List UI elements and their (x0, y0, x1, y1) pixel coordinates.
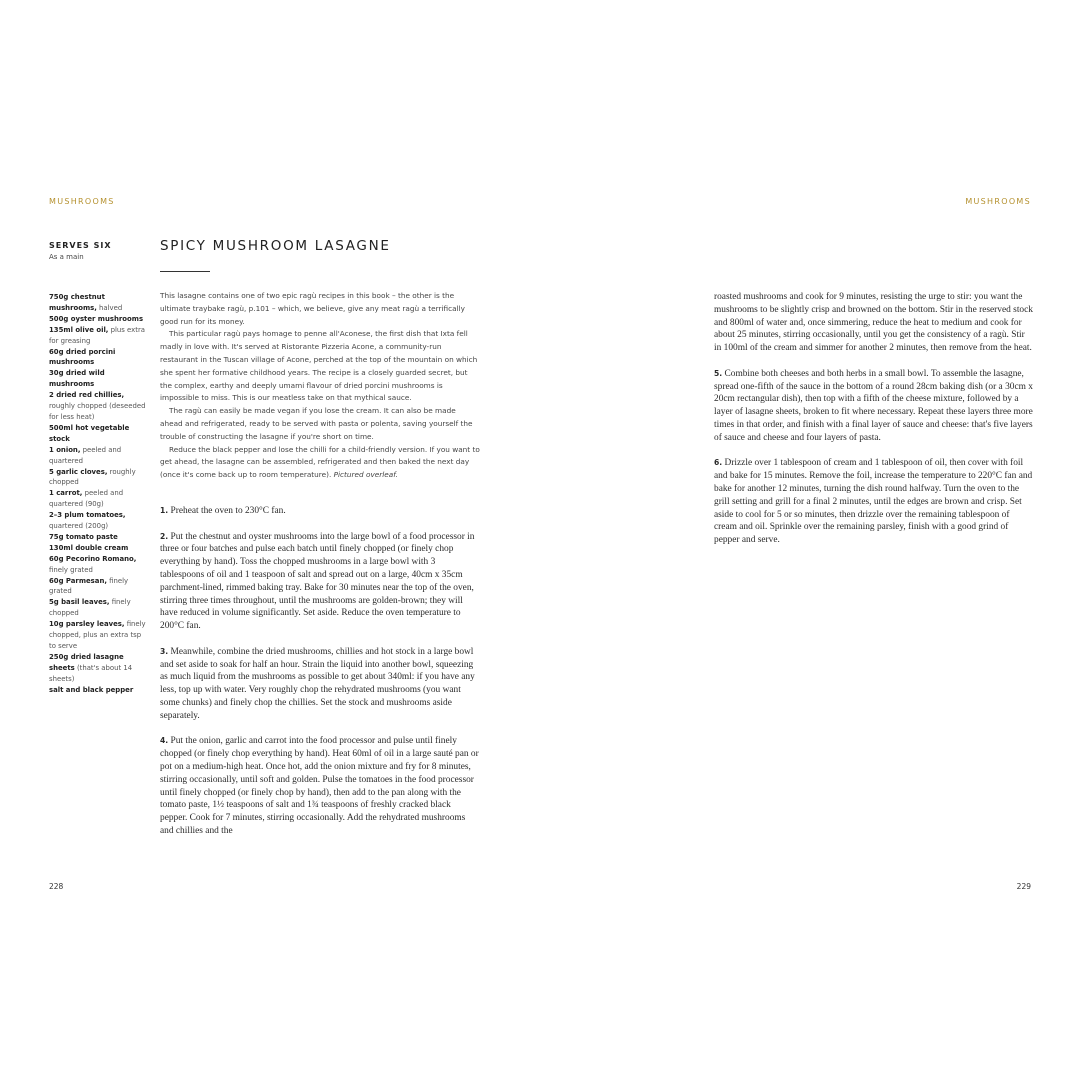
ingredient-name: 135ml olive oil, (49, 325, 109, 334)
intro-paragraph: This particular ragù pays homage to penne all'Aconese, the first dish that Ixta fell madly in love with. It's served at Ristorante Pizzeria Acone, a community-run restaurant in the Tuscan village of Acone, perched at the top of the mountain on which she spent her formative childhood years. The recipe is a closely guarded secret, but the complex, earthy and deeply umami flavour of dried porcini mushrooms is impossible to miss. This is our meatless take on that mythical sauce. (160, 329, 478, 403)
ingredient-item (49, 488, 149, 510)
ingredient-name: 1 onion, (49, 445, 81, 454)
ingredient-detail: (that's about 14 sheets) (49, 663, 133, 683)
ingredients-list (49, 292, 149, 696)
page-number-right: 229 (1016, 882, 1031, 891)
step-number: 1. (160, 506, 169, 515)
recipe-title: SPICY MUSHROOM LASAGNE (160, 238, 391, 254)
ingredient-detail: finely grated (49, 565, 93, 574)
step-number: 6. (714, 458, 723, 468)
ingredient-item (49, 314, 149, 325)
ingredient-name: 60g Parmesan, (49, 576, 107, 585)
ingredient-item (49, 685, 149, 696)
ingredient-item (49, 423, 149, 445)
method-step (160, 646, 480, 723)
intro-text: Reduce the black pepper and lose the chilli for a child-friendly version. If you want to get ahead, the lasagne can be assembled, refrigerated and then baked the next day (once it's come back up to room temperature). (160, 444, 480, 480)
ingredient-detail: peeled and quartered (49, 445, 122, 465)
ingredient-name: 500g oyster mushrooms (49, 314, 144, 323)
ingredient-item (49, 325, 149, 347)
serves-heading: SERVES SIX (49, 241, 112, 250)
ingredient-item (49, 652, 149, 685)
ingredient-item (49, 467, 149, 489)
method-step (714, 368, 1034, 445)
ingredient-name: 2–3 plum tomatoes, (49, 511, 126, 520)
page-number-left: 228 (49, 882, 64, 891)
recipe-intro (160, 290, 480, 482)
step-text: Meanwhile, combine the dried mushrooms, chillies and hot stock in a large bowl and set aside to soak for half an hour. Strain the liquid into another bowl, squeezing as much liquid from the mushrooms as possible to get about 340ml: if you have any less, top up with water. Very roughly chop the rehydrated mushrooms (you want some chunks) and finely chop the chillies. Set the stock and mushrooms aside separately. (160, 646, 475, 721)
section-label-right: MUSHROOMS (965, 197, 1031, 206)
section-label-left: MUSHROOMS (49, 197, 115, 206)
step-number: 5. (714, 368, 723, 378)
ingredient-item (49, 292, 149, 314)
ingredient-name: 60g dried porcini mushrooms (49, 347, 116, 367)
method-step (714, 457, 1034, 547)
method-steps-right (714, 291, 1034, 560)
ingredient-item (49, 619, 149, 652)
intro-paragraph (160, 444, 480, 482)
ingredient-detail: peeled and quartered (90g) (49, 489, 124, 509)
ingredient-name: 500ml hot vegetable stock (49, 423, 130, 443)
step-number: 2. (160, 531, 169, 541)
pictured-note: Pictured overleaf. (333, 470, 398, 480)
method-step (160, 505, 480, 518)
ingredient-item (49, 390, 149, 423)
intro-paragraph: The ragù can easily be made vegan if you lose the cream. It can also be made ahead and refrigerated, ready to be served with pasta or polenta, saving yourself the trouble of constructing the lasagne if you're short on time. (160, 406, 473, 441)
ingredient-item (49, 347, 149, 369)
ingredient-item (49, 368, 149, 390)
method-continuation: roasted mushrooms and cook for 9 minutes, resisting the urge to stir: you want the mushrooms to be slightly crisp and browned on the bottom. Stir in the reserved stock and 800ml of water and, once simmering, reduce the heat to medium and cook for about 25 minutes, stirring occasionally, until you get the consistency of a ragù. Stir in 100ml of the cream and simmer for another 2 minutes, then remove from the heat. (714, 292, 1033, 354)
ingredient-name: 1 carrot, (49, 489, 83, 498)
ingredient-name: 750g chestnut mushrooms, (49, 293, 105, 312)
ingredient-detail: roughly chopped (49, 467, 136, 487)
step-number: 4. (160, 736, 169, 746)
serves-block (49, 241, 149, 261)
ingredient-detail: roughly chopped (deseeded for less heat) (49, 402, 146, 421)
intro-paragraph: This lasagne contains one of two epic ragù recipes in this book – the other is the ultimate traybake ragù, p.101 – which, we believe, give any meat ragù a terrifically good run for its money. (160, 291, 465, 326)
ingredient-name: 5 garlic cloves, (49, 467, 108, 476)
ingredient-item (49, 510, 149, 532)
ingredient-detail: finely grated (49, 576, 129, 596)
ingredient-item (49, 576, 149, 598)
ingredient-name: 60g Pecorino Romano, (49, 554, 137, 563)
ingredient-item (49, 554, 149, 576)
ingredient-item (49, 532, 149, 543)
method-step (160, 735, 480, 837)
ingredient-detail: finely chopped (49, 598, 131, 618)
title-divider (160, 271, 210, 272)
ingredient-name: 2 dried red chillies, (49, 391, 125, 400)
ingredient-name: 30g dried wild mushrooms (49, 369, 105, 389)
ingredient-item (49, 597, 149, 619)
serves-note: As a main (49, 253, 84, 261)
ingredient-detail: halved (96, 303, 123, 312)
method-step (160, 531, 480, 633)
ingredient-detail: quartered (200g) (49, 522, 109, 531)
step-text: Drizzle over 1 tablespoon of cream and 1 tablespoon of oil, then cover with foil and bake for 15 minutes. Remove the foil, increase the temperature to 220°C fan and bake for another 12 minutes, turning the dish round halfway. Turn the oven to the grill setting and grill for a final 2 minutes, until the edges are brown and crisp. Set aside to cool for 5 or so minutes, then drizzle over the remaining tablespoon of cream and oil. Sprinkle over the remaining parsley, finish with a good grind of pepper and serve. (714, 458, 1033, 546)
ingredient-name: salt and black pepper (49, 685, 134, 694)
step-text: Preheat the oven to 230°C fan. (170, 506, 286, 516)
ingredient-name: 130ml double cream (49, 543, 129, 552)
method-steps-left (160, 505, 480, 851)
ingredient-name: 10g parsley leaves, (49, 620, 125, 629)
ingredient-name: 250g dried lasagne sheets (49, 652, 124, 672)
step-text: Combine both cheeses and both herbs in a small bowl. To assemble the lasagne, spread one-fifth of the sauce in the bottom of a round 28cm baking dish (or a 30cm x 20cm rectangular dish), then top with a fifth of the cheese mixture, followed by a layer of lasagne sheets, broken to fit where necessary. Repeat these layers three more times in that order, and finish with a final layer of sauce and cheese: that's five layers of sauce and cheese and four layers of pasta. (714, 368, 1033, 443)
ingredient-item (49, 445, 149, 467)
ingredient-item (49, 543, 149, 554)
ingredient-detail: plus extra for greasing (49, 325, 146, 345)
ingredient-detail: finely chopped, plus an extra tsp to serve (49, 620, 146, 650)
ingredient-name: 5g basil leaves, (49, 598, 110, 607)
step-text: Put the onion, garlic and carrot into the food processor and pulse until finely chopped (or finely chop everything by hand). Heat 60ml of oil in a large sauté pan or pot on a medium-high heat. Once hot, add the onion mixture and fry for 8 minutes, stirring occasionally, until soft and golden. Pulse the tomatoes in the food processor until finely chopped (or finely chop by hand), then add to the pan along with the tomato paste, 1½ teaspoons of salt and 1¾ teaspoons of freshly cracked black pepper. Cook for 7 minutes, stirring occasionally. Add the rehydrated mushrooms and chillies and the (160, 736, 479, 836)
step-text: Put the chestnut and oyster mushrooms into the large bowl of a food processor in three or four batches and pulse each batch until finely chopped (or finely chop everything by hand). Toss the chopped mushrooms in a large bowl with 3 tablespoons of oil and 1 teaspoon of salt and spread out on a large, 40cm x 35cm parchment-lined, rimmed baking tray. Bake for 30 minutes near the top of the oven, stirring three times throughout, until the mushrooms are golden-brown; they will have reduced in volume significantly. Set aside. Reduce the oven temperature to 200°C fan. (160, 531, 475, 632)
ingredient-name: 75g tomato paste (49, 532, 118, 541)
step-number: 3. (160, 646, 169, 656)
